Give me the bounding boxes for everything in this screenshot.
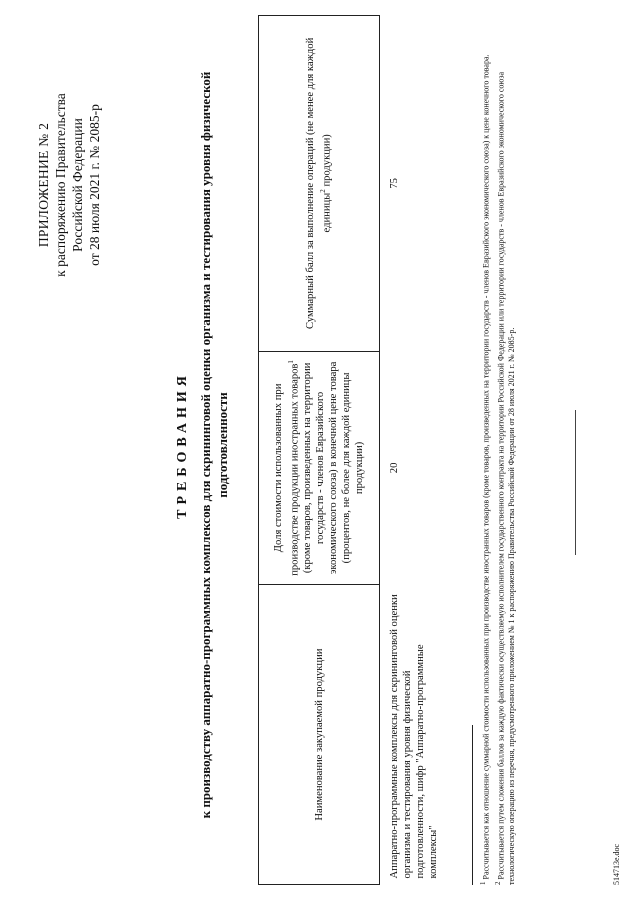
header-total-score-text-cont: продукции)	[321, 134, 333, 190]
header-foreign-share	[259, 351, 380, 585]
footnote-1-text: Рассчитывается как отношение суммарной стоимости использованных при производстве иностранных товаров (кроме товаров, произведенных на территории государств - членов Евразийского экономического союза) к цене конечного товара.	[481, 54, 491, 882]
appendix-header	[35, 25, 103, 345]
requirements-table	[258, 15, 461, 885]
table-row	[380, 16, 462, 885]
cell-total-score: 75	[380, 16, 462, 352]
footnotes	[478, 25, 519, 885]
cell-foreign-share: 20	[380, 351, 462, 585]
footnote-2	[493, 25, 518, 885]
appendix-government-line: Российской Федерации	[70, 118, 85, 252]
end-separator	[575, 410, 576, 555]
footnote-1-mark: 1	[479, 881, 487, 885]
table-header-row	[259, 16, 380, 885]
footnote-2-text: Рассчитывается путем сложения баллов за каждую фактически осуществляемую исполнителем государственного контракта на территории Российской Федерации или территории государств - членов Евразийского экономического союза технологическую операцию из перечня, предусмотренного приложением № 1 к распоряжению Правительства Российской Федерации от 28 июля 2021 г. № 2085-р.	[496, 71, 517, 885]
page-subtitle: к производству аппаратно-программных комплексов для скрининговой оценки организма и тестирования уровня физической подготовленности	[198, 71, 230, 819]
cell-product-name: Аппаратно-программные комплексы для скрининговой оценки организма и тестирования уровня физической подготовленности, шифр "Аппаратно-программные комплексы"	[380, 585, 462, 885]
header-foreign-share-text-cont: (кроме товаров, произведенных на территории государств - членов Евразийского экономического союза) в конечной цене товара (процентов, не более для каждой единицы продукции)	[302, 361, 366, 575]
header-total-score-text: Суммарный балл за выполнение операций (не менее для каждой единицы	[305, 37, 333, 329]
header-total-score	[259, 16, 380, 352]
title-block	[175, 55, 231, 835]
appendix-date-line: от 28 июля 2021 г. № 2085-р	[87, 104, 102, 266]
page-title: ТРЕБОВАНИЯ	[175, 371, 190, 519]
footnote-1	[478, 25, 492, 885]
footnote-divider	[472, 725, 473, 885]
document-id: 514713e.doc	[612, 843, 621, 885]
appendix-number: ПРИЛОЖЕНИЕ № 2	[36, 122, 51, 248]
footnote-2-mark: 2	[494, 881, 503, 885]
header-foreign-share-text: Доля стоимости использованных при производстве продукции иностранных товаров	[272, 363, 301, 576]
footnote-ref-1: 1	[286, 360, 295, 364]
appendix-decree-line: к распоряжению Правительства	[53, 93, 68, 277]
footnote-ref-2: 2	[319, 189, 328, 193]
header-product-name: Наименование закупаемой продукции	[259, 585, 380, 885]
